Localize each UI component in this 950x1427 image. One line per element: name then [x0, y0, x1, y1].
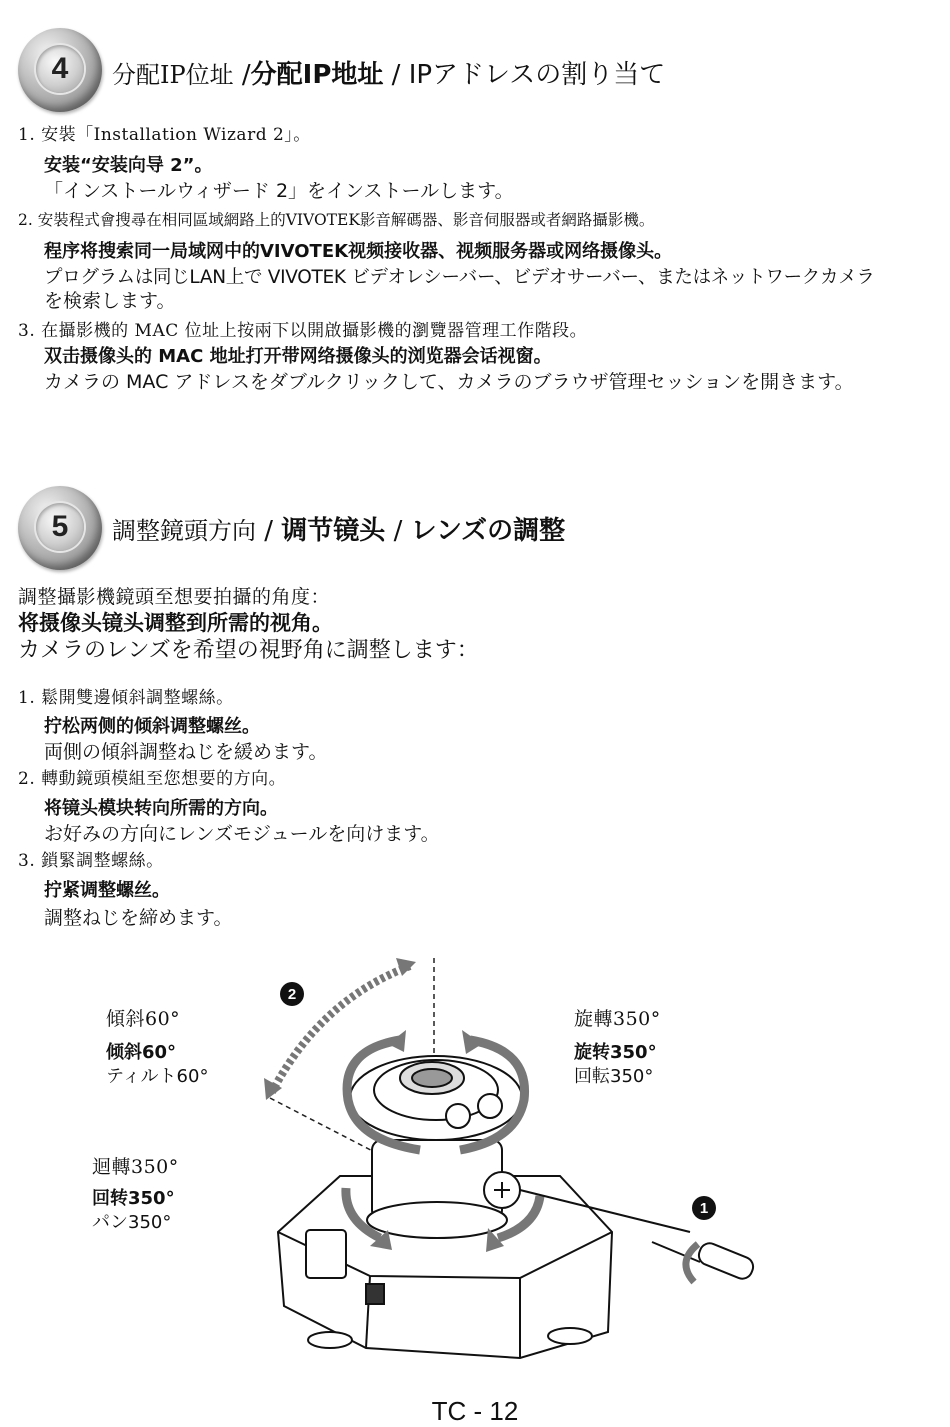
callout-2: 2: [280, 982, 304, 1006]
step-5-item-1-tw-text: 鬆開雙邊傾斜調整螺絲。: [41, 688, 234, 708]
step-4-title-jp: IPアドレスの割り当て: [408, 60, 666, 90]
step-5-item-3-cn: 拧紧调整螺丝。: [44, 880, 170, 901]
rotate-label-cn: 旋转350°: [574, 1042, 657, 1063]
tilt-label-jp: ティルト60°: [106, 1066, 209, 1087]
tilt-arrowhead-top: [396, 958, 416, 976]
step-5-item-1-num: 1.: [18, 688, 36, 708]
adjustment-screw: [484, 1172, 520, 1208]
step-4-item-1-cn: 安装“安装向导 2”。: [44, 155, 213, 176]
step-5-item-3-jp: 調整ねじを締めます。: [44, 907, 233, 929]
step-4-item-3-tw-text: 在攝影機的 MAC 位址上按兩下以開啟攝影機的瀏覽器管理工作階段。: [41, 321, 588, 341]
step-4-item-1-tw-text: 安裝「Installation Wizard 2」。: [41, 125, 311, 145]
rotate-arrow-left: [347, 1040, 420, 1150]
step-5-title-tw: 調整鏡頭方向: [112, 517, 256, 545]
step-5-item-1-jp: 両側の傾斜調整ねじを緩めます。: [44, 741, 328, 763]
rotate-label-tw: 旋轉350°: [574, 1008, 661, 1030]
step-5-item-3-tw-text: 鎖緊調整螺絲。: [41, 851, 164, 871]
step-4-title-sep2: /: [383, 60, 409, 90]
screwdriver-pointer-line: [520, 1190, 690, 1232]
step-4-number: 4: [36, 45, 84, 93]
step-4-title-sep1: /: [233, 60, 251, 90]
step-4-item-3-cn: 双击摄像头的 MAC 地址打开带网络摄像头的浏览器会话视窗。: [44, 346, 552, 367]
lens-module: [350, 1056, 522, 1238]
step-4-item-1-jp: 「インストールウィザード 2」をインストールします。: [44, 180, 514, 202]
step-5-item-1-tw: [18, 683, 234, 708]
step-5-heading: [112, 510, 565, 547]
pan-arrow-left: [346, 1188, 380, 1238]
step-5-intro-cn: 将摄像头镜头调整到所需的视角。: [18, 611, 333, 635]
step-4-heading: [112, 54, 665, 91]
tilt-reference-diagonal: [270, 1098, 390, 1160]
step-4-item-3-tw: [18, 316, 587, 341]
camera-base: [278, 1176, 612, 1358]
step-5-intro-tw: 調整攝影機鏡頭至想要拍攝的角度：: [18, 586, 331, 608]
step-5-title-sep1: /: [256, 516, 282, 546]
pan-label-cn: 回转350°: [92, 1188, 175, 1209]
step-4-item-2-jp-line2: を検索します。: [44, 290, 176, 312]
screwdriver-rotation-arrow: [686, 1244, 698, 1282]
step-5-title-jp: レンズの調整: [410, 516, 566, 546]
step-5-item-2-num: 2.: [18, 769, 36, 789]
step-5-item-3-num: 3.: [18, 851, 36, 871]
pan-label-jp: パン350°: [92, 1212, 172, 1233]
step-5-badge: [18, 486, 102, 570]
step-4-title-cn: 分配IP地址: [250, 60, 384, 90]
pan-arrow-right: [498, 1196, 540, 1238]
step-4-item-2-jp-line1: プログラムは同じLAN上で VIVOTEK ビデオレシーバー、ビデオサーバー、またはネットワークカメラ: [44, 267, 875, 288]
step-4-item-1-num: 1.: [18, 125, 36, 145]
pan-arrowhead-right: [486, 1228, 504, 1252]
step-5-title-sep2: /: [385, 516, 411, 546]
tilt-label-cn: 倾斜60°: [106, 1042, 177, 1063]
step-4-item-2-cn: 程序将搜索同一局域网中的VIVOTEK视频接收器、视频服务器或网络摄像头。: [44, 241, 673, 262]
step-5-item-1-cn: 拧松两侧的倾斜调整螺丝。: [44, 716, 260, 737]
step-4-item-2-num: 2.: [18, 211, 33, 229]
screwdriver-icon: [652, 1240, 756, 1281]
step-4-item-3-num: 3.: [18, 321, 36, 341]
step-5-title-cn: 调节镜头: [281, 516, 386, 546]
step-5-item-2-cn: 将镜头模块转向所需的方向。: [44, 798, 278, 819]
pan-label-tw: 迴轉350°: [92, 1156, 179, 1178]
callout-1: 1: [692, 1196, 716, 1220]
rotate-label-jp: 回転350°: [574, 1066, 654, 1087]
step-5-item-2-tw: [18, 764, 286, 789]
step-4-badge: [18, 28, 102, 112]
step-4-item-1-tw: [18, 120, 311, 145]
step-5-number: 5: [36, 503, 84, 551]
step-4-item-3-jp: カメラの MAC アドレスをダブルクリックして、カメラのブラウザ管理セッションを開きます。: [44, 371, 854, 393]
step-5-intro-jp: カメラのレンズを希望の視野角に調整します：: [18, 638, 479, 663]
rotate-arrowhead-left: [388, 1030, 406, 1052]
step-4-title-tw: 分配IP位址: [112, 61, 234, 89]
step-5-item-2-jp: お好みの方向にレンズモジュールを向けます。: [44, 823, 440, 845]
tilt-arrowhead-bottom: [264, 1078, 282, 1100]
step-5-item-3-tw: [18, 846, 164, 871]
step-4-item-2-tw-text: 安裝程式會搜尋在相同區域網路上的VIVOTEK影音解碼器、影音伺服器或者網路攝影機。: [37, 211, 655, 229]
rotate-arrow-right: [460, 1040, 525, 1150]
tilt-label-tw: 傾斜60°: [106, 1008, 181, 1030]
page-number: TC - 12: [431, 1396, 519, 1426]
pan-arrowhead-left: [370, 1230, 392, 1250]
rotate-arrowhead-right: [462, 1030, 482, 1054]
step-5-item-2-tw-text: 轉動鏡頭模組至您想要的方向。: [41, 769, 287, 789]
step-4-item-2-tw: [18, 208, 654, 230]
